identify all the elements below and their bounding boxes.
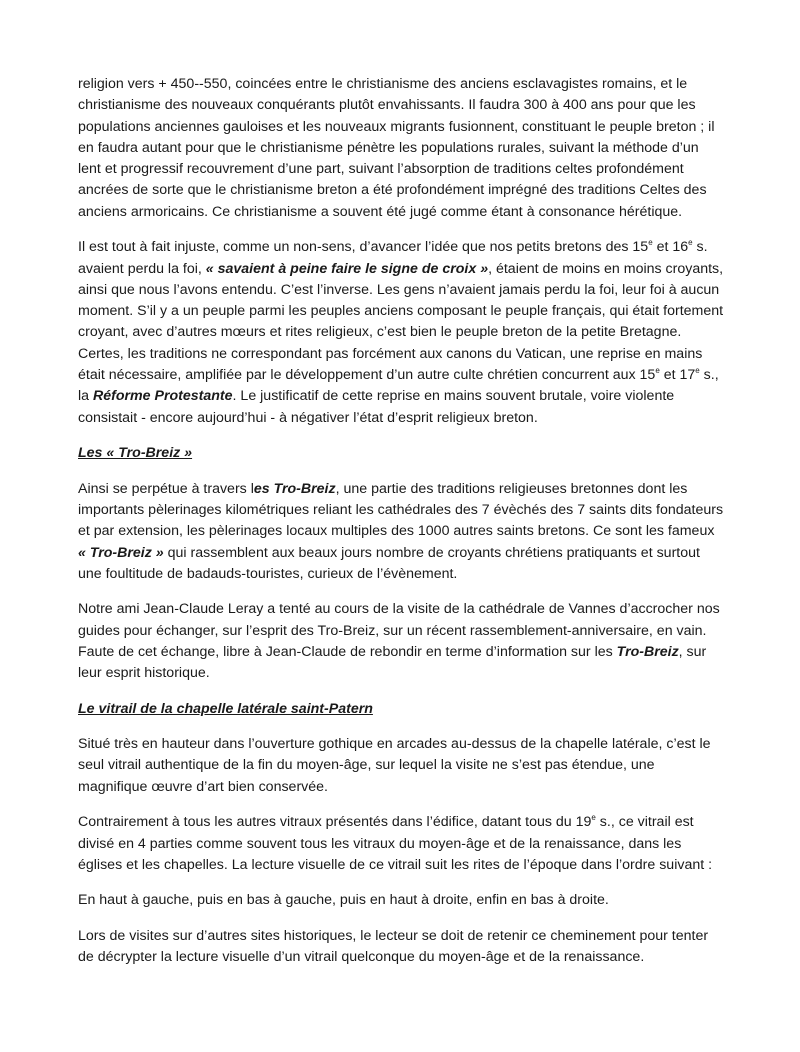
- emphasized-reforme: Réforme Protestante: [92, 388, 233, 405]
- text-run: Notre ami Jean-Claude Leray a tenté au cours de la visite de la cathédrale de Vannes d’accrocher nos guides pour échanger, sur l’esprit des Tro-Breiz, sur un récent rassemblement-anniversaire, en vain. Faute de cet échange, libre à Jean-Claude de rebondir en terme d’information sur les: [78, 601, 720, 660]
- paragraph-ordre-lecture: En haut à gauche, puis en bas à gauche, puis en haut à droite, enfin en bas à droite.: [78, 892, 609, 909]
- paragraph-tro-breiz: [78, 479, 724, 585]
- superscript: e: [688, 238, 693, 248]
- text-run: et 17: [659, 367, 696, 384]
- text-run: s. avaient perdu la foi,: [78, 239, 708, 277]
- document-page: [78, 74, 724, 983]
- paragraph-religion: religion vers + 450--550, coincées entre le christianisme des anciens esclavagistes romains, et le christianisme des nouveaux conquérants plutôt envahissants. Il faudra 300 à 400 ans pour que les populations anciennes gauloises et les nouveaux migrants fusionnent, constituant le peuple breton ; il en faudra autant pour que le christianisme pénètre les populations rurales, suivant la méthode d’un lent et progressif recouvrement d’une part, suivant l’absorption de traditions celtes profondément ancrées de sorte que le christianisme breton a été profondément imprégné des traditions Celtes des anciens armoricains. Ce christianisme a souvent été jugé comme étant à consonance hérétique.: [78, 76, 715, 220]
- text-run: Ainsi se perpétue à travers l: [78, 480, 254, 497]
- emphasized-tro-breiz: Tro-Breiz: [616, 643, 679, 660]
- text-run: Contrairement à tous les autres vitraux présentés dans l’édifice, datant tous du 19: [78, 814, 592, 831]
- section-heading-tro-breiz: Les « Tro-Breiz »: [78, 445, 193, 462]
- section-heading-vitrail: Le vitrail de la chapelle latérale saint-Patern: [78, 700, 373, 717]
- paragraph-cheminement: Lors de visites sur d’autres sites historiques, le lecteur se doit de retenir ce cheminement pour tenter de décrypter la lecture visuelle d’un vitrail quelconque du moyen-âge et de la renaissance.: [78, 927, 709, 966]
- text-run: Il est tout à fait injuste, comme un non-sens, d’avancer l’idée que nos petits bretons des 15: [78, 239, 649, 256]
- text-run: , sur leur esprit historique.: [78, 643, 707, 682]
- emphasized-tro-breiz: es Tro-Breiz: [253, 480, 336, 497]
- text-run: . Le justificatif de cette reprise en mains souvent brutale, voire violente consistait - encore aujourd’hui - à négativer l’état d’esprit religieux breton.: [78, 388, 675, 426]
- text-run: s., ce vitrail est divisé en 4 parties comme souvent tous les vitraux du moyen-âge et de la renaissance, dans les églises et les chapelles. La lecture visuelle de ce vitrail suit les rites de l’époque dans l’ordre suivant :: [78, 814, 713, 873]
- emphasized-quote: « savaient à peine faire le signe de croix »: [205, 260, 489, 277]
- superscript: e: [655, 366, 660, 376]
- superscript: e: [591, 813, 596, 823]
- paragraph-jean-claude: [78, 599, 724, 684]
- superscript: e: [695, 366, 700, 376]
- emphasized-tro-breiz: « Tro-Breiz »: [78, 544, 164, 561]
- text-run: qui rassemblent aux beaux jours nombre de croyants chrétiens pratiquants et surtout une foultitude de badauds-touristes, curieux de l’évènement.: [78, 544, 700, 582]
- text-run: , une partie des traditions religieuses bretonnes dont les importants pèlerinages kilométriques reliant les cathédrales des 7 évèchés des 7 saints dits fondateurs et par extension, les pèlerinages locaux multiples des 1000 autres saints bretons. Ce sont les fameux: [78, 480, 724, 540]
- text-run: et 16: [652, 239, 689, 256]
- text-run: , étaient de moins en moins croyants, ainsi que nous l’avons entendu. C’est l’inverse. Les gens n’avaient jamais perdu la foi, leur foi à aucun moment. S’il y a un peuple parmi les peuples anciens composant le peuple français, qui était fortement croyant, avec d’autres mœurs et rites religieux, c’est bien le peuple breton de la petite Bretagne. Certes, les traditions ne correspondant pas forcément aux canons du Vatican, une reprise en mains était nécessaire, amplifiée par le développement d’un autre culte chrétien concurrent aux 15: [78, 260, 724, 384]
- text-run: s., la: [78, 367, 719, 405]
- paragraph-vitrail-situation: Situé très en hauteur dans l’ouverture gothique en arcades au-dessus de la chapelle latérale, c’est le seul vitrail authentique de la fin du moyen-âge, sur lequel la visite ne s’est pas étendue, une magnifique œuvre d’art bien conservée.: [78, 736, 711, 795]
- paragraph-vitrail-parties: [78, 812, 724, 876]
- paragraph-foi: [78, 237, 724, 429]
- superscript: e: [648, 238, 653, 248]
